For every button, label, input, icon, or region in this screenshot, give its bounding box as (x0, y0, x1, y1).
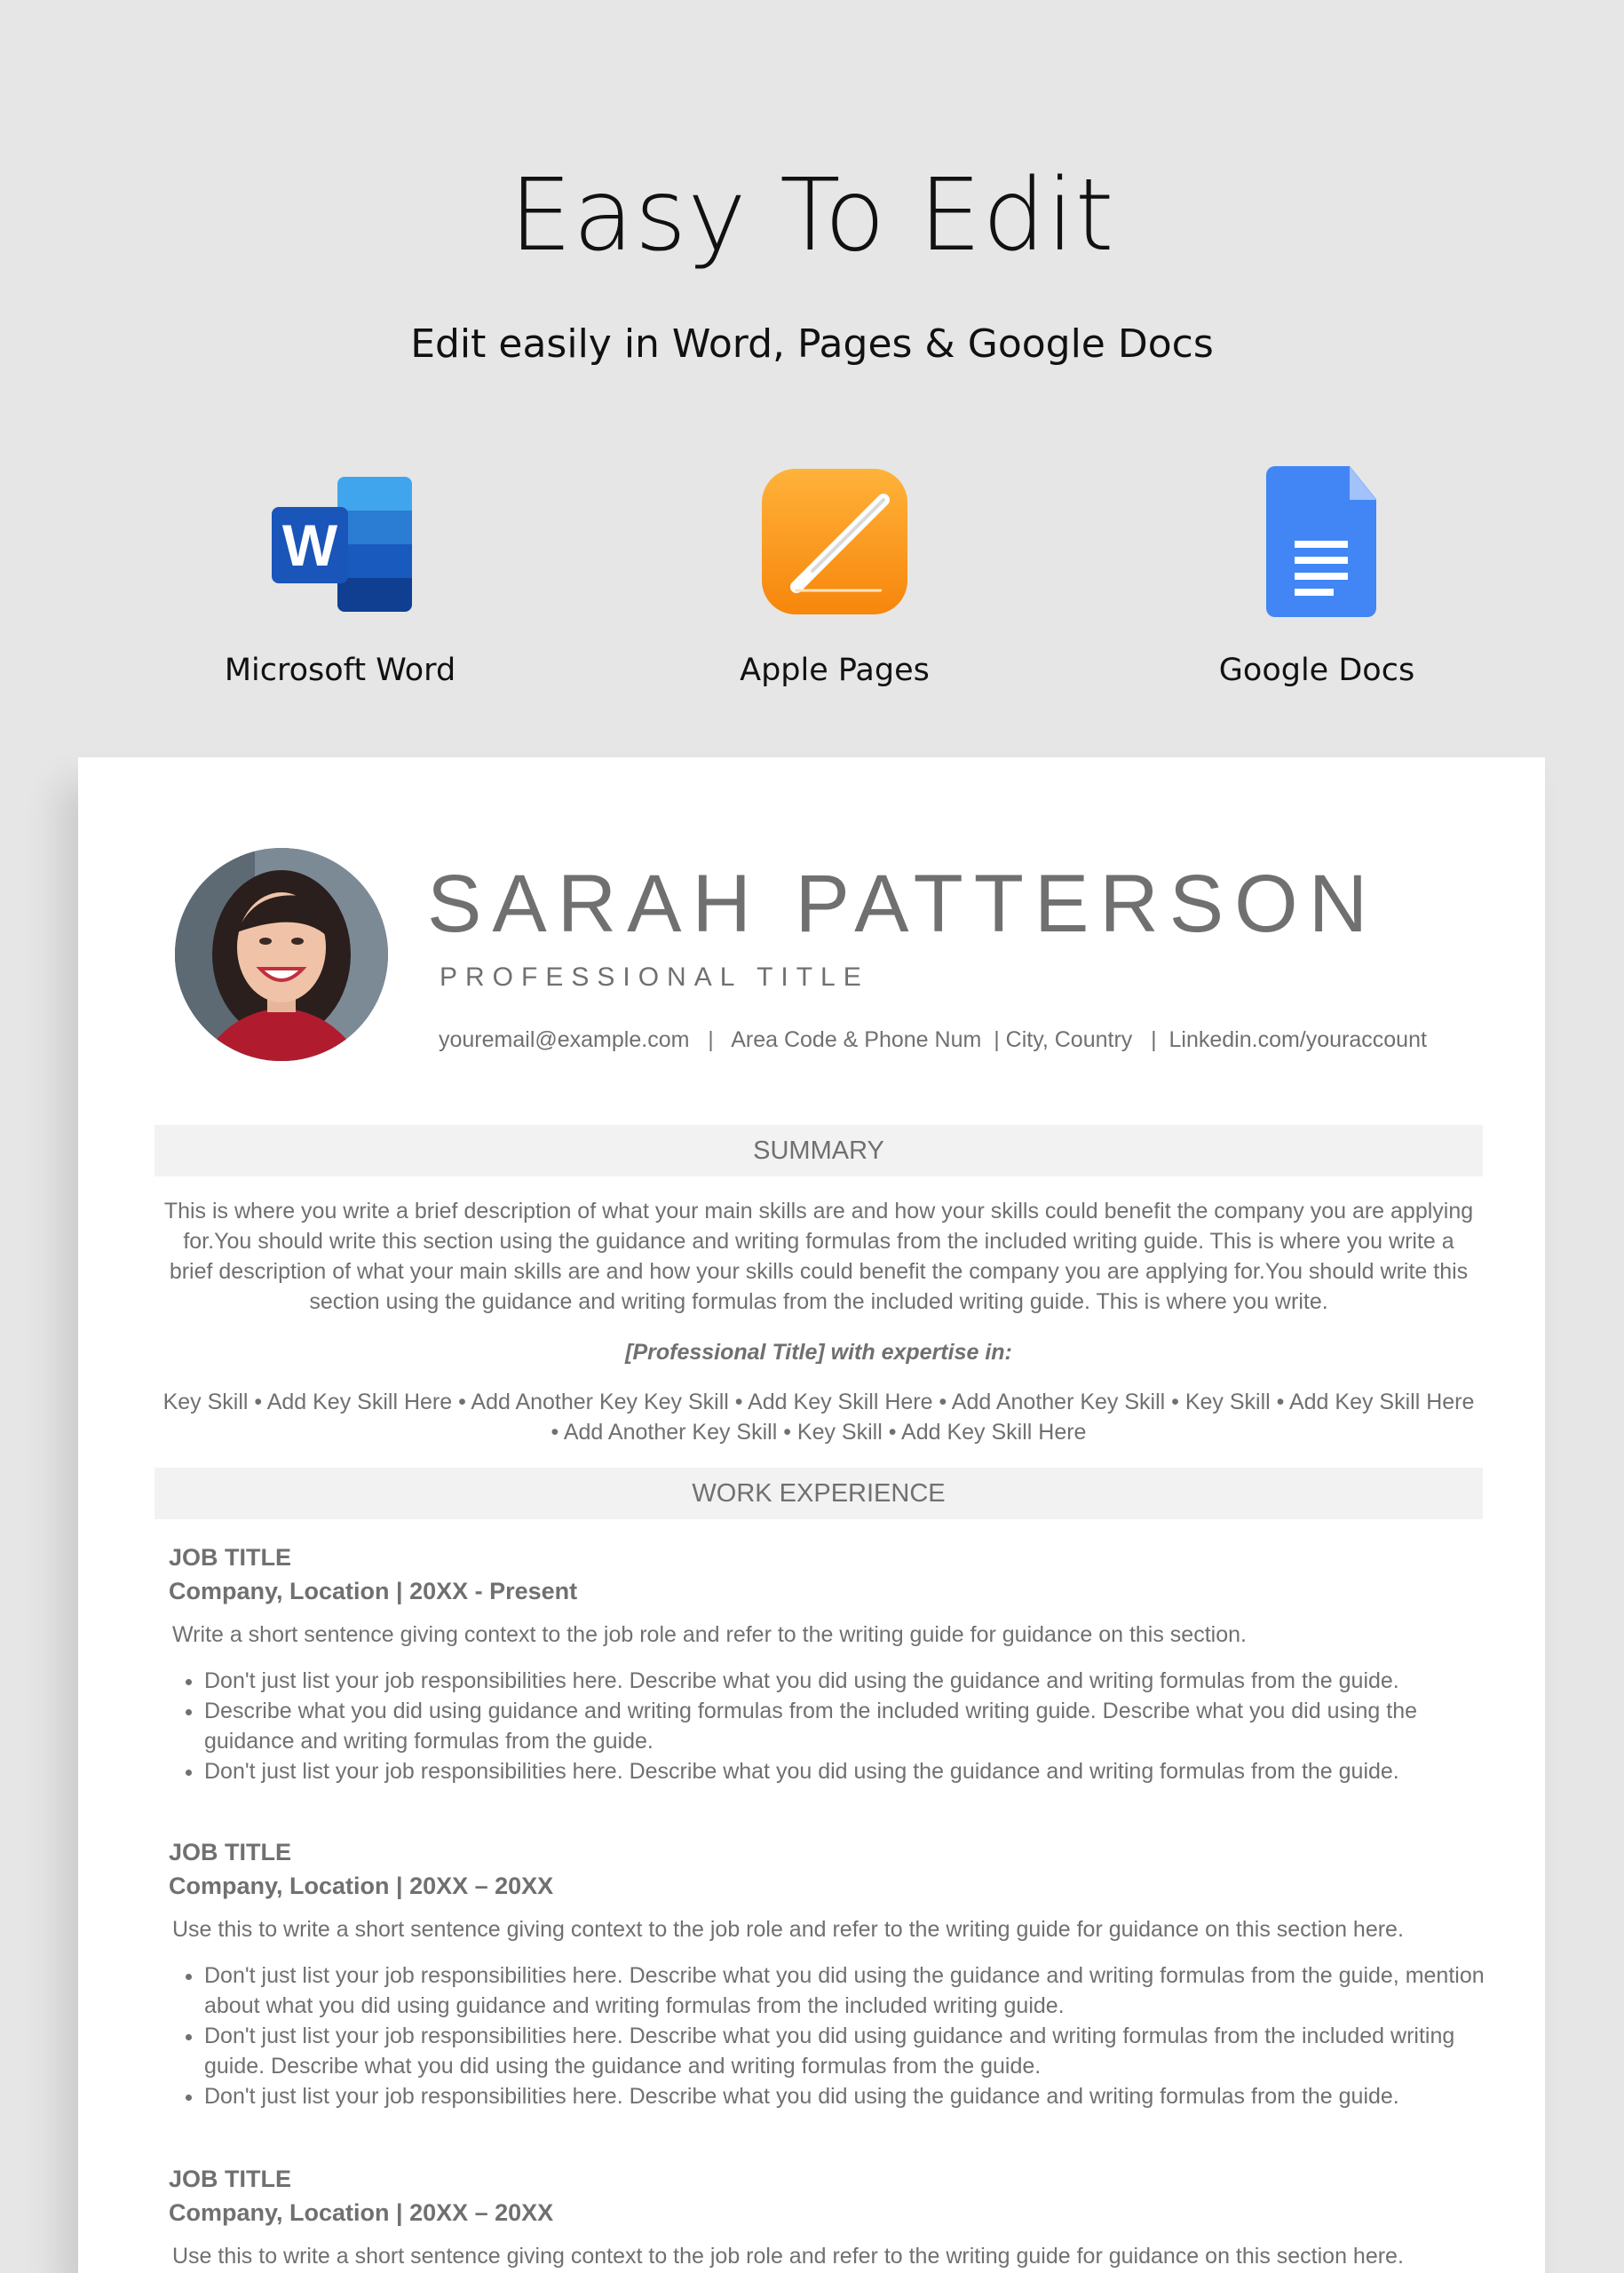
job-bullets (169, 1960, 1492, 2111)
hero-title: Easy To Edit (509, 158, 1115, 273)
job-company: Company, Location | 20XX - Present (169, 1578, 578, 1604)
job-entry (169, 2163, 1492, 2271)
hero-subtitle: Edit easily in Word, Pages & Google Docs (410, 321, 1214, 367)
job-bullet: • Don't just list your job responsibilities here. Describe what you did using the guidance and writing formulas from the guide. (204, 1666, 1492, 1696)
job-entry (169, 1541, 1492, 1786)
job-bullets (169, 1666, 1492, 1786)
app-microsoft-word (180, 466, 500, 690)
resume-page (78, 757, 1545, 2273)
avatar (175, 848, 388, 1061)
job-title: JOB TITLE (169, 1544, 292, 1571)
app-google-docs (1157, 466, 1477, 690)
job-company: Company, Location | 20XX – 20XX (169, 1873, 554, 1899)
apple-pages-icon (759, 466, 910, 617)
job-bullet: • Describe what you did using guidance and writing formulas from the included writing guide. Describe what you did using the guidance and writing formulas from the guide. (204, 1696, 1492, 1756)
job-bullet: • Don't just list your job responsibilities here. Describe what you did using the guidance and writing formulas from the guide, mention about what you did using guidance and writing formulas from the included writing guide. (204, 1960, 1492, 2021)
resume-name: SARAH PATTERSON (427, 859, 1379, 949)
expertise-line: [Professional Title] with expertise in: (625, 1340, 1012, 1365)
app-label-docs: Google Docs (1218, 653, 1415, 688)
job-bullet: • Don't just list your job responsibilities here. Describe what you did using guidance and writing formulas from the included writing guide. Describe what you did using the guidance and writing formulas from the guide. (204, 2021, 1492, 2081)
professional-title: PROFESSIONAL TITLE (440, 962, 869, 992)
job-title: JOB TITLE (169, 1839, 292, 1865)
job-entry (169, 1836, 1492, 2111)
job-title: JOB TITLE (169, 2166, 292, 2192)
key-skills: Key Skill • Add Key Skill Here • Add Another Key Key Skill • Add Key Skill Here • Add Another Key Skill • Key Skill • Add Key Skill Here • Add Another Key Skill • Key Skill • Add Key Skill Here (162, 1390, 1475, 1445)
summary-heading: SUMMARY (154, 1125, 1483, 1176)
google-docs-icon (1241, 466, 1392, 617)
contact-line: youremail@example.com | Area Code & Phone Num | City, Country | Linkedin.com/youraccount (439, 1027, 1427, 1052)
job-description: Use this to write a short sentence giving context to the job role and refer to the writing guide for guidance on this section here. (172, 1917, 1404, 1942)
app-apple-pages (675, 466, 994, 690)
job-company: Company, Location | 20XX – 20XX (169, 2199, 554, 2226)
app-label-word: Microsoft Word (224, 653, 456, 688)
job-description: Write a short sentence giving context to the job role and refer to the writing guide for guidance on this section. (172, 1622, 1247, 1647)
summary-text: This is where you write a brief description of what your main skills are and how your skills could benefit the company you are applying for.You should write this section using the guidance and writing formulas from the included writing guide. This is where you write a brief description of what your main skills are and how your skills could benefit the company you are applying for.You should write this section using the guidance and writing formulas from the included writing guide. This is where you write. (163, 1199, 1474, 1314)
microsoft-word-icon: W (265, 466, 416, 617)
work-experience-heading: WORK EXPERIENCE (154, 1468, 1483, 1519)
job-description: Use this to write a short sentence giving context to the job role and refer to the writing guide for guidance on this section here. (172, 2244, 1404, 2269)
app-label-pages: Apple Pages (740, 653, 930, 688)
job-bullet: • Don't just list your job responsibilities here. Describe what you did using the guidance and writing formulas from the guide. (204, 2081, 1492, 2111)
job-bullet: • Don't just list your job responsibilities here. Describe what you did using the guidance and writing formulas from the guide. (204, 1756, 1492, 1786)
